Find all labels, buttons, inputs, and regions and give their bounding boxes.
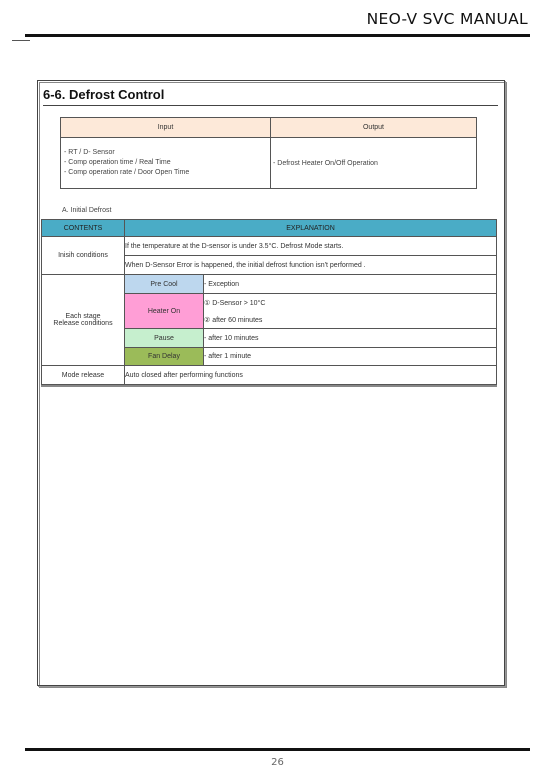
- subsection-title: A. Initial Defrost: [62, 207, 112, 214]
- release-conditions-label: [42, 275, 125, 366]
- input-item: - RT / D- Sensor: [64, 149, 115, 156]
- initial-conditions-label: Inisih conditions: [42, 237, 125, 275]
- explanation-header: EXPLANATION: [125, 220, 497, 237]
- manual-title: NEO-V SVC MANUAL: [366, 10, 528, 28]
- output-header: Output: [271, 118, 477, 138]
- header-rule: [25, 34, 530, 37]
- page-number: 26: [271, 757, 284, 768]
- input-item: - Comp operation rate / Door Open Time: [64, 169, 190, 176]
- stage-precool-desc: - Exception: [204, 275, 497, 294]
- input-item: - Comp operation time / Real Time: [64, 159, 171, 166]
- contents-header: CONTENTS: [42, 220, 125, 237]
- defrost-table: [41, 219, 497, 385]
- header-rule-accent: [12, 40, 30, 41]
- input-header: Input: [61, 118, 271, 138]
- output-cell: - Defrost Heater On/Off Operation: [271, 138, 477, 189]
- section-title: 6-6. Defrost Control: [43, 85, 498, 106]
- mode-release-desc: Auto closed after performing functions: [125, 366, 497, 385]
- stage-heater-desc-2: ② after 60 minutes: [204, 311, 497, 329]
- stage-fan-delay: Fan Delay: [125, 348, 204, 366]
- io-table: [60, 117, 477, 189]
- initial-condition-1: If the temperature at the D-sensor is under 3.5°C. Defrost Mode starts.: [125, 237, 497, 256]
- mode-release-label: Mode release: [42, 366, 125, 385]
- initial-condition-2: When D-Sensor Error is happened, the initial defrost function isn't performed .: [125, 256, 497, 275]
- stage-heater-on: Heater On: [125, 294, 204, 329]
- footer-rule: [25, 748, 530, 751]
- stage-fan-delay-desc: - after 1 minute: [204, 348, 497, 366]
- stage-pause: Pause: [125, 329, 204, 348]
- release-label-line: Release conditions: [53, 320, 113, 327]
- stage-precool: Pre Cool: [125, 275, 204, 294]
- stage-pause-desc: - after 10 minutes: [204, 329, 497, 348]
- stage-heater-desc-1: ① D-Sensor > 10°C: [204, 294, 497, 312]
- release-label-line: Each stage: [65, 313, 101, 320]
- input-cell: [61, 138, 271, 189]
